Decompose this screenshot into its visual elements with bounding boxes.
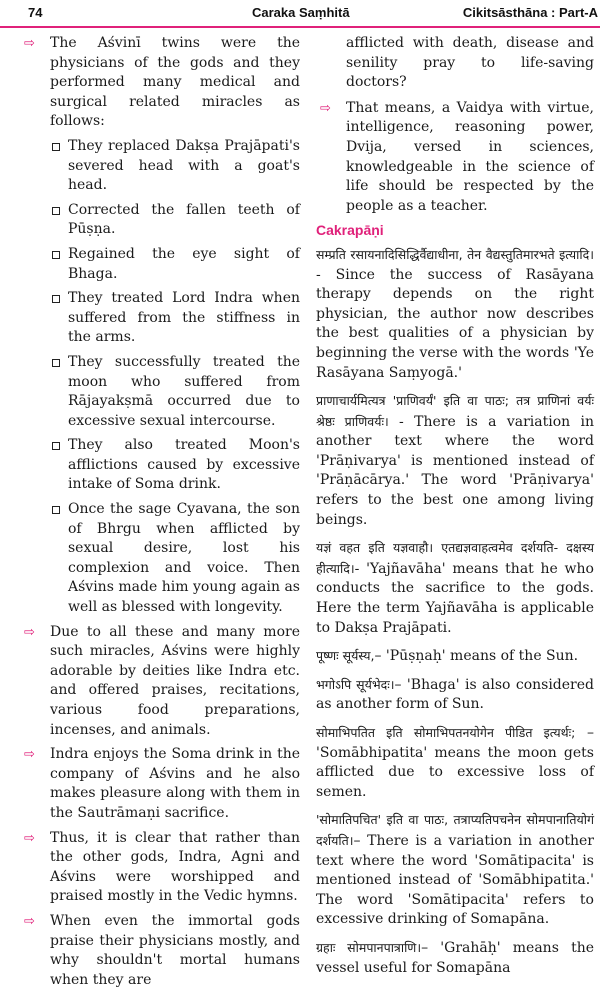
- commentary-paragraph: [316, 646, 594, 667]
- english-text: – There is a variation in another text where the word 'Somātipacita' is mentioned instead of 'Somābhipatita.' The word 'Somātipacita' refers to excessive drinking of Somapāna.: [316, 832, 594, 928]
- square-bullet-icon: [52, 295, 60, 303]
- miracle-text: They treated Lord Indra when suffered from the stiffness in the arms.: [68, 290, 300, 346]
- sanskrit-text: ग्रहाः सोमपानपात्राणि।: [316, 939, 422, 955]
- point-text: Thus, it is clear that rather than the other gods, Indra, Agni and Aśvins were worshipped and praised mostly in the Vedic hymns.: [50, 829, 300, 905]
- sanskrit-text: भगोऽपि सूर्यभेदः।: [316, 676, 395, 692]
- miracle-item: [20, 137, 300, 196]
- sanskrit-text: 'सोमातिपचित' इति वा पाठः, तत्राप्यतिपचनेन सोमपानातियोगं दर्शयति।: [316, 812, 594, 848]
- list-item: [316, 99, 594, 217]
- list-item: [20, 623, 300, 741]
- arrow-bullet-icon: ⇨: [24, 36, 35, 51]
- square-bullet-icon: [52, 143, 60, 151]
- point-text: Indra enjoys the Soma drink in the company of Aśvins and he also makes pleasure along with them in the Sautrāmaṇi sacrifice.: [50, 746, 300, 821]
- sanskrit-text: सम्प्रति रसायनादिसिद्धिर्वैद्याधीना, तेन वैद्यस्तुतिमारभते इत्यादि।: [316, 246, 594, 262]
- sanskrit-text: पूष्णः सूर्यस्य,: [316, 648, 375, 664]
- english-text: – 'Bhaga' is also considered as another form of Sun.: [316, 676, 594, 713]
- arrow-bullet-icon: ⇨: [24, 913, 35, 929]
- english-text: - There is a variation in another text where the word 'Prāṇivarya' is mentioned instead of 'Prāṇācārya.' The word 'Prāṇivarya' refers to the best one among living beings.: [316, 413, 594, 528]
- commentary-paragraph: [316, 675, 594, 715]
- miracle-text: They also treated Moon's afflictions caused by excessive intake of Soma drink.: [68, 437, 300, 493]
- continued-text: afflicted with death, disease and senility pray to life-saving doctors?: [346, 35, 594, 91]
- sanskrit-text: यज्ञं वहत इति यज्ञवाहौ। एतद्यज्ञवाहत्वमेव दर्शयति- दक्षस्य हीत्यादि।: [316, 540, 594, 576]
- page-number: 74: [28, 5, 43, 20]
- point-text: That means, a Vaidya with virtue, intelligence, reasoning power, Dvija, versed in sciences, knowledgeable in the science of life should be respected by the people as a teacher.: [346, 99, 594, 214]
- commentary-paragraph: [316, 245, 594, 383]
- arrow-bullet-icon: ⇨: [24, 747, 35, 763]
- square-bullet-icon: [52, 359, 60, 367]
- sanskrit-text: प्राणाचार्यमित्यत्र 'प्राणिवर्यं' इति वा पाठः; तत्र प्राणिनां वर्यः श्रेष्ठः प्राणिवर्यः।: [316, 393, 594, 429]
- miracle-item: [20, 245, 300, 284]
- miracle-item: [20, 500, 300, 618]
- square-bullet-icon: [52, 207, 60, 215]
- arrow-bullet-icon: ⇨: [24, 830, 35, 846]
- intro-text: The Aśvinī twins were the physicians of the gods and they performed many medical and surgical related miracles as follows:: [50, 35, 300, 130]
- miracle-text: Once the sage Cyavana, the son of Bhrgu when afflicted by sexual desire, lost his complexion and voice. Then Aśvins made him young again as well as blessed with longevity.: [68, 501, 300, 616]
- page-header: [0, 0, 600, 22]
- list-item: [20, 34, 300, 132]
- section-title: Cikitsāsthāna : Part-A: [462, 5, 598, 20]
- square-bullet-icon: [52, 251, 60, 259]
- english-text: – 'Grahāḥ' means the vessel useful for Somapāna: [316, 939, 594, 976]
- commentary-heading: Cakrapāṇi: [316, 222, 384, 239]
- english-text: - Since the success of Rasāyana therapy depends on the right physician, the author now describes the best qualities of a physician by beginning the verse with the words 'Ye Rasāyana Saṃyogā.': [316, 266, 594, 381]
- commentary-paragraph: [316, 538, 594, 638]
- miracle-item: [20, 201, 300, 240]
- miracle-item: [20, 436, 300, 495]
- list-item: [20, 912, 300, 990]
- miracle-item: [20, 353, 300, 431]
- left-column: [20, 34, 300, 995]
- header-rule: [0, 26, 600, 28]
- english-text: – 'Pūṣṇaḥ' means of the Sun.: [374, 648, 579, 665]
- commentary-paragraph: [316, 723, 594, 802]
- square-bullet-icon: [52, 506, 60, 514]
- english-text: - 'Yajñavāha' means that he who conducts the sacrifice to the gods. Here the term Yajñavāha is applicable to Dakṣa Prajāpati.: [316, 560, 594, 636]
- running-title: Caraka Saṃhitā: [252, 5, 350, 20]
- list-item: [20, 829, 300, 907]
- sanskrit-text: सोमाभिपतित इति सोमाभिपतनयोगेन पीडित इत्यर्थः;: [316, 725, 576, 740]
- miracle-text: They successfully treated the moon who suffered from Rājayakṣmā occurred due to excessive sexual intercourse.: [68, 353, 300, 429]
- commentary-paragraph: [316, 938, 594, 978]
- commentary-paragraph: [316, 810, 594, 930]
- arrow-bullet-icon: ⇨: [320, 100, 331, 116]
- miracle-item: [20, 289, 300, 348]
- right-column: [316, 34, 594, 986]
- english-text: – 'Somābhipatita' means the moon gets afflicted due to excessive loss of semen.: [316, 725, 594, 800]
- miracle-text: Corrected the fallen teeth of Pūṣṇa.: [68, 201, 300, 238]
- arrow-bullet-icon: ⇨: [24, 624, 35, 640]
- point-text: When even the immortal gods praise their physicians mostly, and why shouldn't mortal humans when they are: [50, 912, 300, 988]
- square-bullet-icon: [52, 442, 60, 450]
- miracle-text: They replaced Dakṣa Prajāpati's severed head with a goat's head.: [68, 137, 300, 194]
- commentary-paragraph: [316, 391, 594, 530]
- miracle-text: Regained the eye sight of Bhaga.: [68, 245, 300, 282]
- point-text: Due to all these and many more such miracles, Aśvins were highly adorable by deities like Indra etc. and offered praises, recitations, various food preparations, incenses, and animals.: [50, 623, 300, 738]
